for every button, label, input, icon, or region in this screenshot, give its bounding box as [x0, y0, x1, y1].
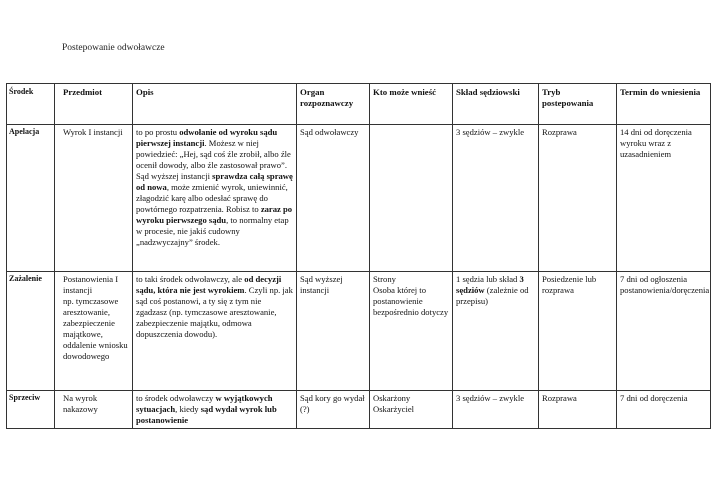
bold-text: sprawdza całą sprawę od nowa — [136, 170, 293, 192]
cell-kto: Strony Osoba której to postanowienie bezpośrednio dotyczy — [370, 271, 453, 390]
cell-srodek: Zażalenie — [7, 271, 55, 390]
cell-srodek: Sprzeciw — [7, 390, 55, 428]
header-row — [7, 84, 711, 125]
cell-opis — [133, 390, 297, 428]
cell-srodek: Apelacja — [7, 124, 55, 271]
header-termin: Termin do wniesienia — [617, 84, 711, 125]
cell-tryb: Posiedzenie lub rozprawa — [539, 271, 617, 390]
cell-tryb: Rozprawa — [539, 124, 617, 271]
cell-organ: Sąd kory go wydał (?) — [297, 390, 370, 428]
text-run: to taki środek odwoławczy, ale — [136, 273, 245, 284]
text-run: 3 sędziów – zwykle — [456, 392, 525, 403]
text-run: . Możesz w niej powiedzieć: „Hej, sąd coś źle zrobił, albo źle ocenił dowody, albo źle zastosował prawo”. Sąd wyższej instancji — [136, 137, 291, 181]
bold-text: zaraz po wyroku pierwszego sądu — [136, 203, 293, 225]
cell-opis — [133, 271, 297, 390]
text-run: 1 sędzia lub skład — [456, 273, 520, 284]
cell-opis — [133, 124, 297, 271]
text-run: to środek odwoławczy — [136, 392, 216, 403]
header-organ: Organ rozpoznawczy — [297, 84, 370, 125]
cell-sklad — [453, 390, 539, 428]
text-run: , kiedy — [175, 403, 201, 414]
table-row — [7, 390, 711, 428]
header-kto: Kto może wnieść — [370, 84, 453, 125]
cell-sklad — [453, 124, 539, 271]
cell-kto — [370, 124, 453, 271]
table-row — [7, 271, 711, 390]
text-run: . Czyli np. jak sąd coś postanowi, a ty się z tym nie zgadzasz (np. tymczasowe aresztowanie, zabezpieczenie majątku, odmowa dopuszczenia dowodu). — [136, 284, 293, 339]
bold-text: od decyzji sądu, która nie jest wyrokiem — [136, 273, 282, 295]
cell-organ: Sąd wyższej instancji — [297, 271, 370, 390]
bold-text: 3 sędziów — [456, 273, 524, 295]
cell-termin: 7 dni od ogłoszenia postanowienia/doręczenia — [617, 271, 711, 390]
cell-sklad — [453, 271, 539, 390]
bold-text: w wyjątkowych sytuacjach — [136, 392, 273, 414]
table-row — [7, 124, 711, 271]
text-run: , może zmienić wyrok, uniewinnić, złagodzić karę albo odesłać sprawę do powtórnego rozpatrzenia. Robisz to — [136, 181, 288, 214]
cell-tryb: Rozprawa — [539, 390, 617, 428]
cell-przedmiot: Wyrok I instancji — [55, 124, 133, 271]
bold-text: sąd wydał wyrok lub postanowienie — [136, 403, 277, 425]
text-run: to po prostu — [136, 126, 180, 137]
cell-organ: Sąd odwoławczy — [297, 124, 370, 271]
cell-kto: Oskarżony Oskarżyciel — [370, 390, 453, 428]
header-sklad: Skład sędziowski — [453, 84, 539, 125]
text-run: , to normalny etap w procesie, nie jakiś cudowny „nadzwyczajny” środek. — [136, 214, 289, 247]
text-run: (zależnie od przepisu) — [456, 284, 529, 306]
cell-termin: 7 dni od doręczenia — [617, 390, 711, 428]
cell-przedmiot: Na wyrok nakazowy — [55, 390, 133, 428]
document-title: Postepowanie odwoławcze — [62, 43, 165, 53]
appeal-table — [6, 83, 711, 429]
header-przedmiot: Przedmiot — [55, 84, 133, 125]
text-run: 3 sędziów – zwykle — [456, 126, 525, 137]
cell-termin: 14 dni od doręczenia wyroku wraz z uzasadnieniem — [617, 124, 711, 271]
bold-text: odwołanie od wyroku sądu pierwszej instancji — [136, 126, 278, 148]
header-srodek: Środek — [7, 84, 55, 125]
header-tryb: Tryb postepowania — [539, 84, 617, 125]
cell-przedmiot: Postanowienia I instancji np. tymczasowe aresztowanie, zabezpieczenie majątkowe, oddalenie wniosku dowodowego — [55, 271, 133, 390]
header-opis: Opis — [133, 84, 297, 125]
